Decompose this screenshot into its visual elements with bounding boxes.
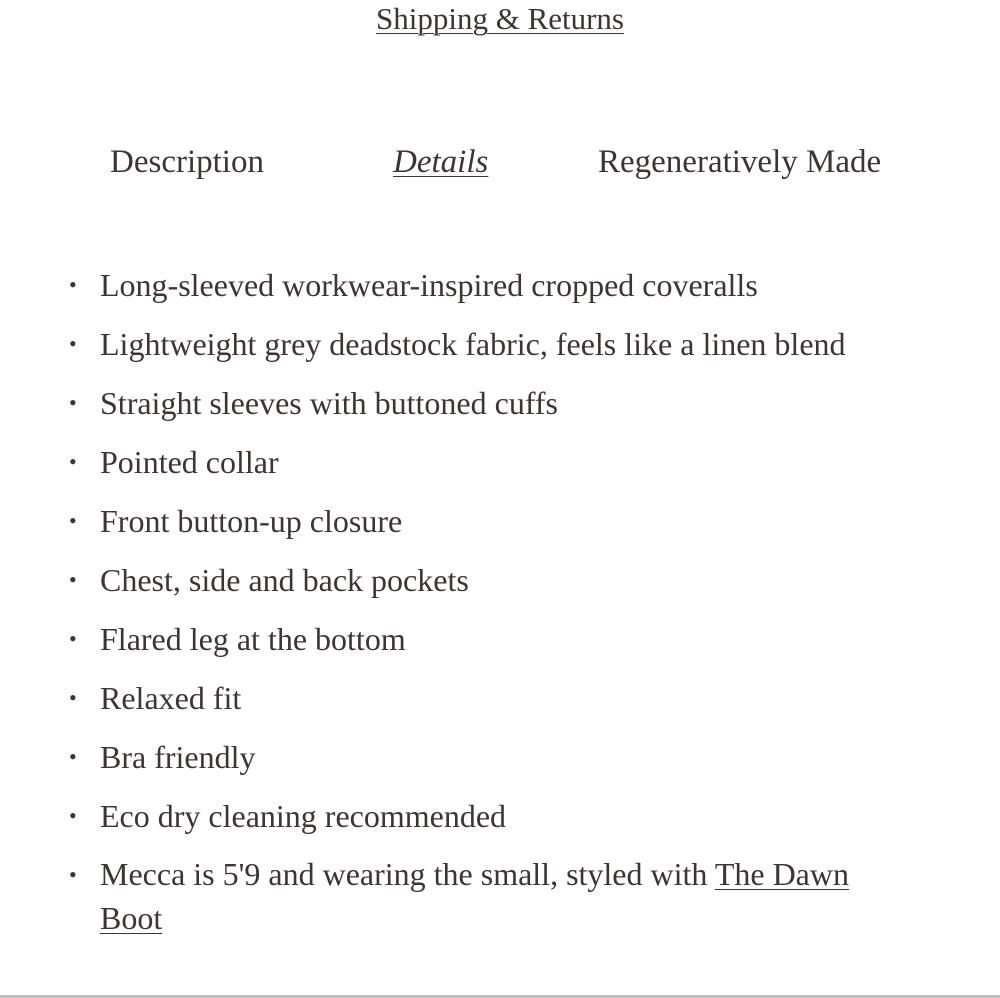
bullet-icon: • bbox=[69, 390, 77, 415]
list-item bbox=[0, 262, 1000, 308]
shipping-returns-header bbox=[0, 2, 1000, 36]
tab-details[interactable]: Details bbox=[393, 144, 489, 180]
list-item-text: Lightweight grey deadstock fabric, feels like a linen blend bbox=[100, 326, 846, 362]
bullet-icon: • bbox=[69, 685, 77, 710]
tab-regeneratively-made[interactable]: Regeneratively Made bbox=[598, 144, 882, 180]
list-item-text: Relaxed fit bbox=[100, 680, 242, 716]
list-item-text: Flared leg at the bottom bbox=[100, 621, 406, 657]
list-item bbox=[0, 439, 1000, 485]
list-item-text: Bra friendly bbox=[100, 739, 256, 775]
list-item-text: Eco dry cleaning recommended bbox=[100, 798, 507, 834]
list-item-text: Mecca is 5'9 and wearing the small, styled with bbox=[100, 856, 715, 892]
details-list bbox=[0, 262, 1000, 953]
list-item bbox=[0, 675, 1000, 721]
tab-description[interactable]: Description bbox=[110, 144, 264, 180]
product-info-tabs bbox=[0, 143, 1000, 183]
bullet-icon: • bbox=[69, 272, 77, 297]
list-item-text: Pointed collar bbox=[100, 444, 279, 480]
list-item bbox=[0, 557, 1000, 603]
list-item bbox=[0, 380, 1000, 426]
bullet-icon: • bbox=[69, 449, 77, 474]
list-item bbox=[0, 793, 1000, 839]
bullet-icon: • bbox=[69, 567, 77, 592]
shipping-returns-link[interactable]: Shipping & Returns bbox=[375, 1, 624, 36]
bullet-icon: • bbox=[69, 744, 77, 769]
list-item-text: Front button-up closure bbox=[100, 503, 403, 539]
dawn-boot-link[interactable]: The Dawn Boot bbox=[100, 856, 849, 936]
list-item-text: Straight sleeves with buttoned cuffs bbox=[100, 385, 558, 421]
list-item bbox=[0, 734, 1000, 780]
bullet-icon: • bbox=[69, 862, 77, 887]
list-item bbox=[0, 321, 1000, 367]
bullet-icon: • bbox=[69, 508, 77, 533]
bullet-icon: • bbox=[69, 331, 77, 356]
list-item-text: Chest, side and back pockets bbox=[100, 562, 469, 598]
list-item bbox=[0, 616, 1000, 662]
list-item bbox=[0, 852, 920, 940]
bullet-icon: • bbox=[69, 626, 77, 651]
bullet-icon: • bbox=[69, 803, 77, 828]
list-item-text: Long-sleeved workwear-inspired cropped coveralls bbox=[100, 267, 758, 303]
list-item bbox=[0, 498, 1000, 544]
